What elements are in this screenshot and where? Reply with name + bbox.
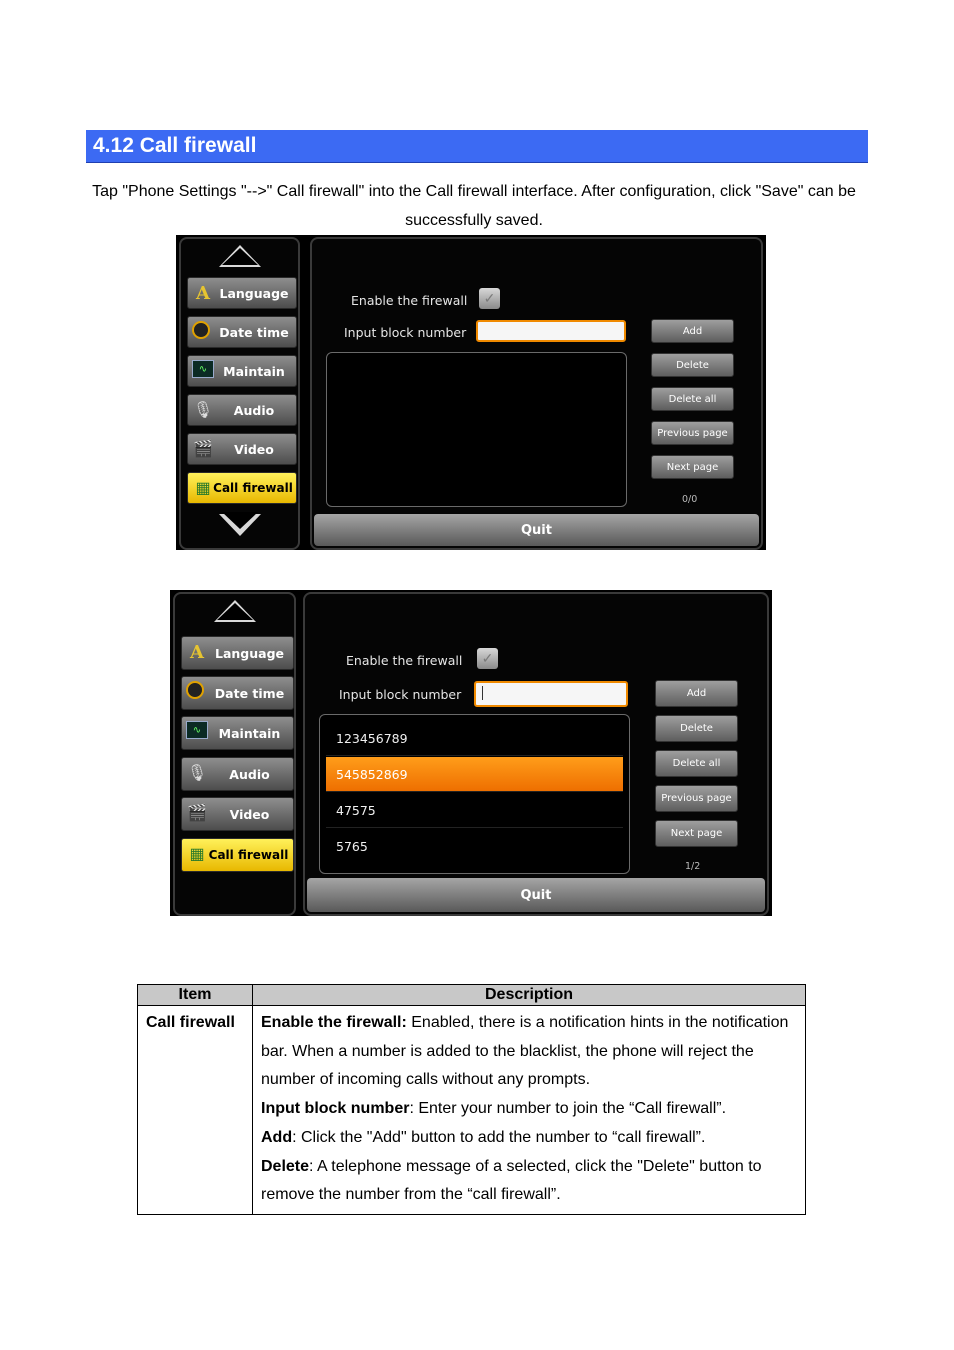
table-header-row — [138, 985, 806, 1006]
delete-button[interactable]: Delete — [651, 353, 734, 377]
input-block-number-label: Input block number — [344, 325, 467, 340]
menu-label: Video — [234, 441, 274, 457]
monitor-icon: ∿ — [192, 360, 214, 378]
previous-page-button[interactable]: Previous page — [651, 421, 734, 445]
menu-label: Date time — [219, 324, 289, 340]
microphone-icon: 🎙 — [186, 765, 208, 782]
next-page-button[interactable]: Next page — [655, 820, 738, 847]
add-button[interactable]: Add — [651, 319, 734, 343]
delete-button[interactable]: Delete — [655, 715, 738, 742]
previous-page-button[interactable]: Previous page — [655, 785, 738, 812]
clock-icon — [192, 321, 210, 339]
menu-label: Maintain — [223, 363, 285, 379]
monitor-icon: ∿ — [186, 721, 208, 739]
text-caret — [482, 686, 483, 700]
column-header-description: Description — [253, 985, 806, 1006]
menu-label: Call firewall — [208, 848, 289, 862]
clapperboard-icon: 🎬 — [193, 441, 213, 458]
section-title: 4.12 Call firewall — [93, 134, 257, 157]
firewall-panel — [310, 237, 763, 550]
block-number-input[interactable] — [474, 681, 628, 707]
letter-a-icon: A — [196, 282, 210, 304]
menu-item-date-time[interactable] — [181, 676, 294, 710]
clock-icon — [186, 681, 204, 699]
menu-label: Maintain — [218, 725, 281, 741]
menu-item-video[interactable] — [181, 797, 294, 831]
delete-all-button[interactable]: Delete all — [655, 750, 738, 777]
list-item[interactable]: 47575 — [326, 793, 623, 828]
blocked-numbers-list[interactable] — [319, 714, 630, 874]
scroll-down-arrow-icon[interactable] — [219, 514, 261, 536]
enable-firewall-label: Enable the firewall — [346, 653, 463, 668]
item-cell: Call firewall — [138, 1006, 253, 1215]
term-delete: Delete — [261, 1157, 310, 1175]
menu-label: Audio — [233, 402, 275, 418]
add-button[interactable]: Add — [655, 680, 738, 707]
page-indicator: 1/2 — [685, 861, 701, 872]
menu-item-language[interactable] — [187, 277, 297, 309]
menu-label: Date time — [214, 685, 285, 701]
screenshot-populated-firewall — [170, 590, 772, 916]
menu-item-maintain[interactable] — [181, 716, 294, 750]
menu-item-language[interactable] — [181, 636, 294, 670]
scroll-up-arrow-icon[interactable] — [214, 600, 256, 622]
section-heading-bar — [86, 130, 868, 163]
description-line — [261, 1153, 797, 1210]
checkmark-icon: ✓ — [483, 290, 496, 306]
screenshot-empty-firewall — [176, 235, 766, 550]
description-table — [137, 984, 806, 1215]
desc-delete: : A telephone message of a selected, click the "Delete" button to remove the number from the “call firewall”. — [261, 1157, 762, 1204]
column-header-item: Item — [138, 985, 253, 1006]
desc-enable-firewall: Enabled, there is a notification hints in the notification bar. When a number is added to the blacklist, the phone will reject the number of incoming calls without any prompts. — [261, 1014, 789, 1089]
menu-label: Language — [219, 285, 289, 301]
firewall-icon: ▦ — [189, 846, 205, 863]
menu-label: Audio — [229, 766, 270, 782]
menu-item-audio[interactable] — [187, 394, 297, 426]
intro-paragraph: Tap "Phone Settings "-->" Call firewall" into the Call firewall interface. After configuration, click "Save" can be successfully saved. — [92, 183, 856, 229]
quit-button[interactable]: Quit — [307, 878, 765, 912]
desc-input-block-number: : Enter your number to join the “Call firewall”. — [409, 1100, 727, 1118]
table-row — [138, 1006, 806, 1215]
list-item-selected[interactable]: 545852869 — [326, 757, 623, 792]
menu-item-call-firewall[interactable] — [181, 838, 294, 872]
block-number-input[interactable] — [476, 320, 626, 342]
menu-label: Language — [214, 645, 284, 661]
settings-sidebar — [179, 237, 300, 550]
menu-item-date-time[interactable] — [187, 316, 297, 348]
description-cell — [253, 1006, 806, 1215]
desc-add: : Click the "Add" button to add the number to “call firewall”. — [292, 1128, 706, 1146]
quit-button[interactable]: Quit — [314, 514, 759, 546]
menu-item-video[interactable] — [187, 433, 297, 465]
delete-all-button[interactable]: Delete all — [651, 387, 734, 411]
enable-firewall-label: Enable the firewall — [351, 293, 468, 308]
list-item[interactable]: 123456789 — [326, 721, 623, 756]
description-line — [261, 1009, 797, 1095]
scroll-up-arrow-icon[interactable] — [219, 245, 261, 267]
settings-sidebar — [173, 592, 296, 916]
menu-label: Video — [229, 806, 270, 822]
firewall-icon: ▦ — [195, 480, 211, 497]
input-block-number-label: Input block number — [339, 687, 462, 702]
menu-label: Call firewall — [213, 481, 293, 495]
description-line — [261, 1124, 797, 1153]
list-item[interactable]: 5765 — [336, 839, 368, 854]
checkmark-icon: ✓ — [481, 650, 494, 666]
description-line — [261, 1095, 797, 1124]
term-enable-firewall: Enable the firewall: — [261, 1014, 407, 1031]
clapperboard-icon: 🎬 — [187, 805, 207, 822]
microphone-icon: 🎙 — [192, 402, 214, 419]
enable-firewall-checkbox[interactable] — [477, 648, 498, 669]
enable-firewall-checkbox[interactable] — [479, 288, 500, 309]
blocked-numbers-list[interactable] — [326, 352, 627, 507]
menu-item-maintain[interactable] — [187, 355, 297, 387]
next-page-button[interactable]: Next page — [651, 455, 734, 479]
menu-item-call-firewall[interactable] — [187, 472, 297, 504]
firewall-panel — [303, 592, 769, 916]
menu-item-audio[interactable] — [181, 757, 294, 791]
letter-a-icon: A — [190, 641, 204, 663]
term-add: Add — [261, 1128, 293, 1146]
term-input-block-number: Input block number — [261, 1100, 410, 1118]
page-indicator: 0/0 — [682, 494, 698, 505]
